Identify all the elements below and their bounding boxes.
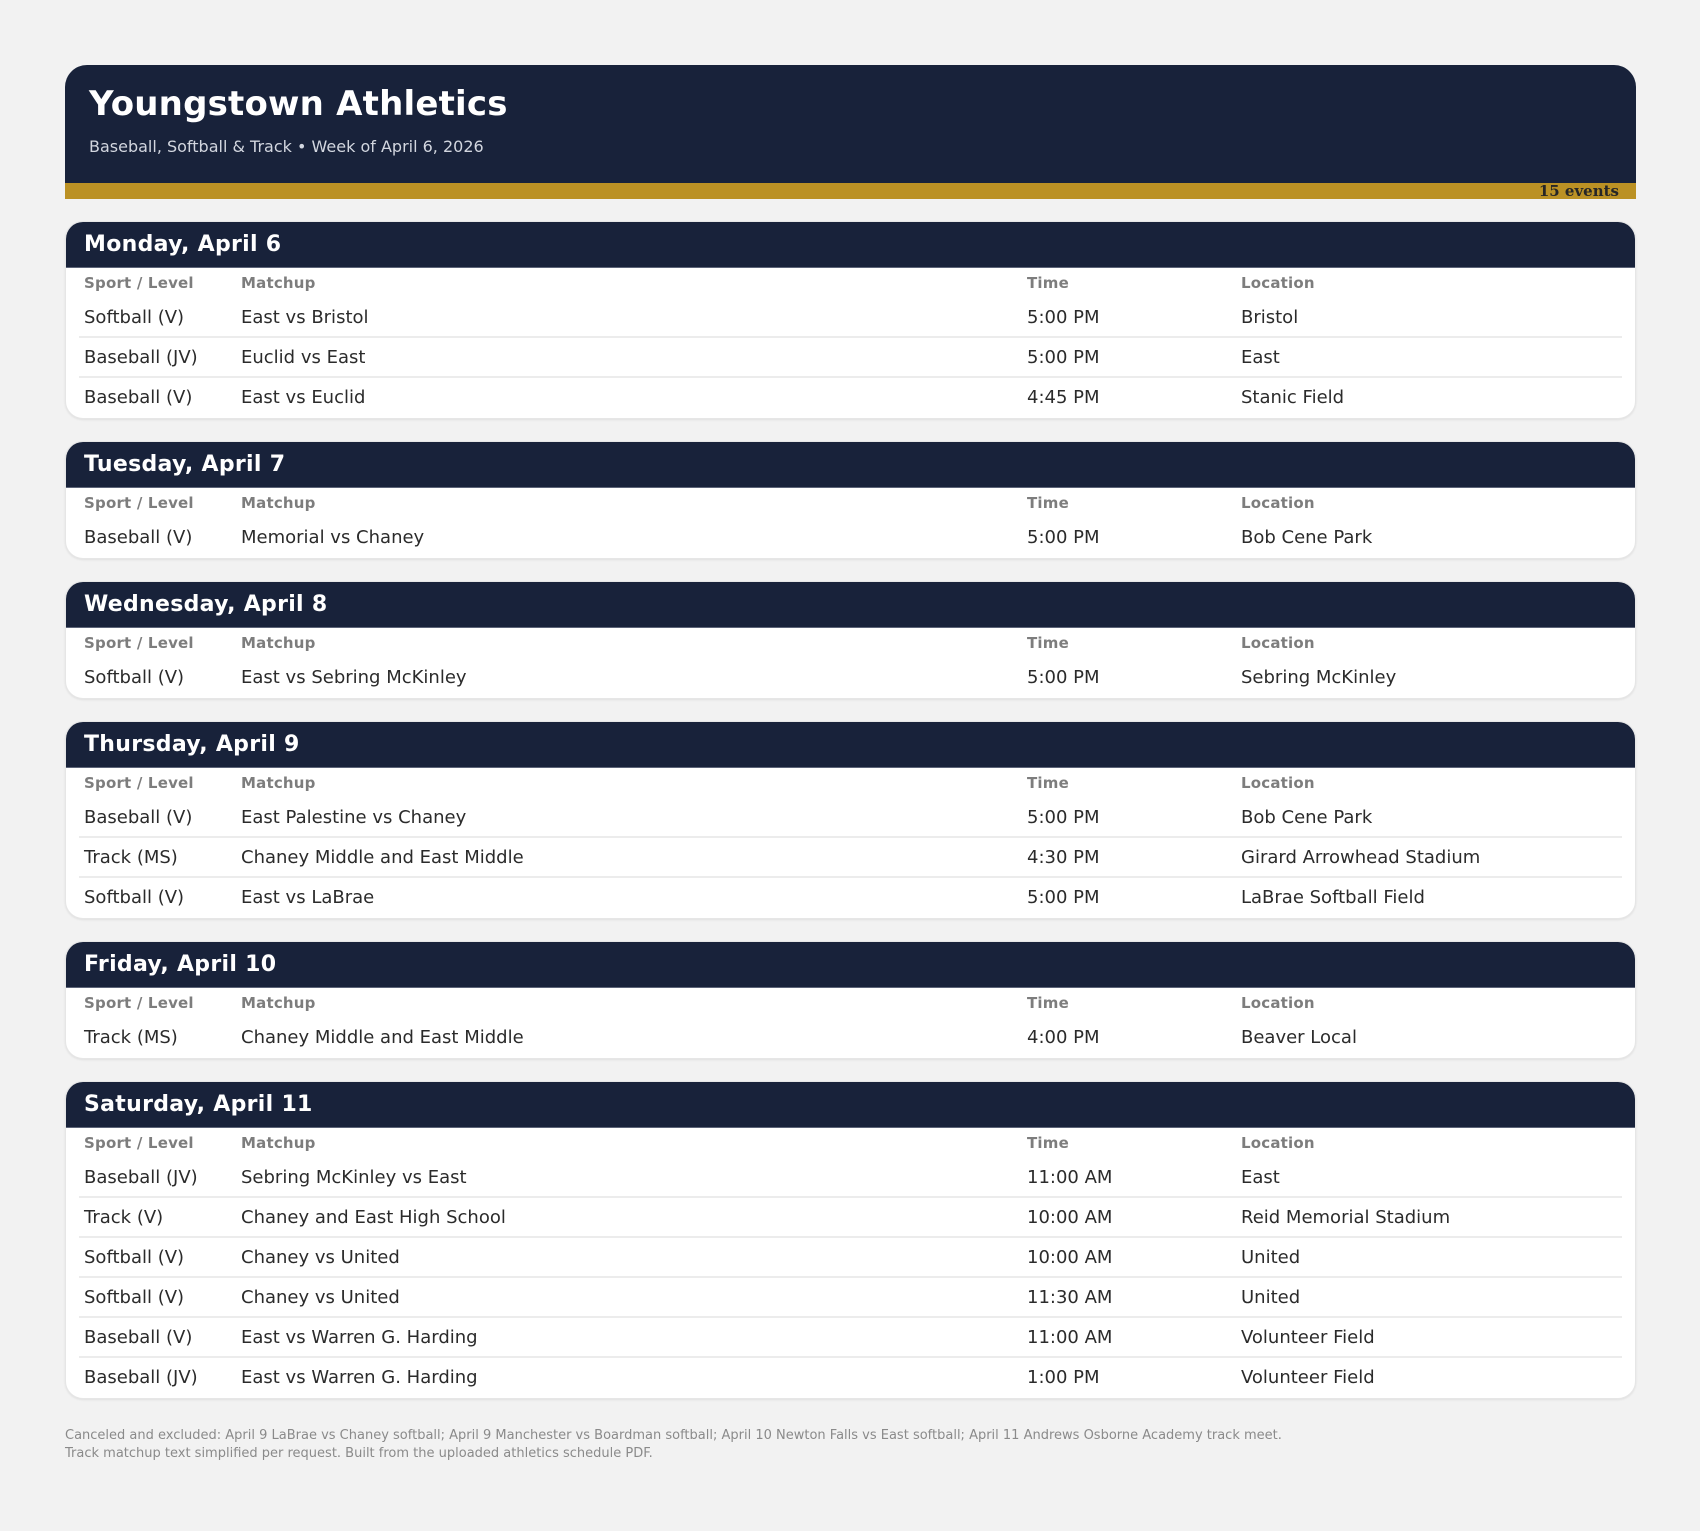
events-table bbox=[66, 268, 1635, 418]
column-header-matchup: Matchup bbox=[241, 274, 316, 292]
column-header-location: Location bbox=[1241, 994, 1315, 1012]
page-header bbox=[65, 65, 1636, 183]
cell-time: 5:00 PM bbox=[1027, 347, 1100, 368]
cell-sport: Baseball (V) bbox=[84, 527, 193, 548]
cell-time: 11:00 AM bbox=[1027, 1327, 1113, 1348]
day-header bbox=[66, 722, 1635, 768]
day-list bbox=[65, 221, 1636, 1399]
cell-location: Sebring McKinley bbox=[1241, 667, 1397, 688]
table-row bbox=[79, 1198, 1622, 1238]
column-header-time: Time bbox=[1027, 634, 1069, 652]
cell-location: East bbox=[1241, 347, 1280, 368]
table-header-row bbox=[79, 988, 1622, 1018]
day-title: Friday, April 10 bbox=[84, 952, 277, 977]
table-row bbox=[79, 338, 1622, 378]
cell-matchup: East vs Sebring McKinley bbox=[241, 667, 467, 688]
cell-matchup: East Palestine vs Chaney bbox=[241, 807, 467, 828]
column-header-time: Time bbox=[1027, 994, 1069, 1012]
cell-location: Bristol bbox=[1241, 307, 1299, 328]
column-header-location: Location bbox=[1241, 494, 1315, 512]
cell-sport: Softball (V) bbox=[84, 887, 185, 908]
day-card bbox=[65, 941, 1636, 1059]
cell-matchup: Memorial vs Chaney bbox=[241, 527, 425, 548]
column-header-sport: Sport / Level bbox=[84, 1134, 194, 1152]
events-table bbox=[66, 488, 1635, 558]
cell-matchup: Chaney Middle and East Middle bbox=[241, 1027, 524, 1048]
day-header bbox=[66, 1082, 1635, 1128]
day-card bbox=[65, 581, 1636, 699]
day-title: Monday, April 6 bbox=[84, 232, 282, 257]
cell-location: Bob Cene Park bbox=[1241, 807, 1373, 828]
day-card bbox=[65, 721, 1636, 919]
day-header bbox=[66, 222, 1635, 268]
cell-time: 10:00 AM bbox=[1027, 1247, 1113, 1268]
cell-time: 4:45 PM bbox=[1027, 387, 1100, 408]
cell-sport: Track (MS) bbox=[84, 1027, 178, 1048]
events-table bbox=[66, 1128, 1635, 1398]
cell-sport: Track (MS) bbox=[84, 847, 178, 868]
cell-location: Volunteer Field bbox=[1241, 1367, 1375, 1388]
cell-sport: Softball (V) bbox=[84, 1247, 185, 1268]
cell-sport: Baseball (V) bbox=[84, 387, 193, 408]
column-header-sport: Sport / Level bbox=[84, 494, 194, 512]
cell-time: 11:30 AM bbox=[1027, 1287, 1113, 1308]
column-header-sport: Sport / Level bbox=[84, 634, 194, 652]
cell-time: 5:00 PM bbox=[1027, 667, 1100, 688]
footer-canceled-note: Canceled and excluded: April 9 LaBrae vs Chaney softball; April 9 Manchester vs Boardman softball; April 10 Newton Falls vs East softball; April 11 Andrews Osborne Academy track meet. bbox=[65, 1428, 1282, 1443]
cell-location: Volunteer Field bbox=[1241, 1327, 1375, 1348]
cell-time: 5:00 PM bbox=[1027, 807, 1100, 828]
cell-time: 10:00 AM bbox=[1027, 1207, 1113, 1228]
table-row bbox=[79, 878, 1622, 918]
cell-location: Reid Memorial Stadium bbox=[1241, 1207, 1451, 1228]
accent-bar bbox=[65, 183, 1636, 199]
column-header-location: Location bbox=[1241, 274, 1315, 292]
day-card bbox=[65, 441, 1636, 559]
events-table bbox=[66, 768, 1635, 918]
event-count-badge: 15 events bbox=[1538, 182, 1619, 200]
column-header-matchup: Matchup bbox=[241, 1134, 316, 1152]
cell-sport: Softball (V) bbox=[84, 667, 185, 688]
table-row bbox=[79, 798, 1622, 838]
cell-matchup: Chaney and East High School bbox=[241, 1207, 506, 1228]
cell-matchup: Chaney Middle and East Middle bbox=[241, 847, 524, 868]
cell-location: LaBrae Softball Field bbox=[1241, 887, 1425, 908]
column-header-location: Location bbox=[1241, 1134, 1315, 1152]
table-row bbox=[79, 1238, 1622, 1278]
cell-time: 11:00 AM bbox=[1027, 1167, 1113, 1188]
cell-matchup: East vs Bristol bbox=[241, 307, 369, 328]
cell-matchup: Euclid vs East bbox=[241, 347, 366, 368]
table-header-row bbox=[79, 768, 1622, 798]
cell-location: Stanic Field bbox=[1241, 387, 1345, 408]
cell-matchup: East vs Warren G. Harding bbox=[241, 1327, 478, 1348]
column-header-matchup: Matchup bbox=[241, 994, 316, 1012]
column-header-location: Location bbox=[1241, 634, 1315, 652]
cell-location: Bob Cene Park bbox=[1241, 527, 1373, 548]
table-row bbox=[79, 658, 1622, 698]
column-header-time: Time bbox=[1027, 1134, 1069, 1152]
day-header bbox=[66, 942, 1635, 988]
page-title: Youngstown Athletics bbox=[89, 84, 508, 124]
table-row bbox=[79, 1358, 1622, 1398]
cell-location: United bbox=[1241, 1247, 1301, 1268]
column-header-matchup: Matchup bbox=[241, 494, 316, 512]
cell-time: 1:00 PM bbox=[1027, 1367, 1100, 1388]
cell-matchup: East vs LaBrae bbox=[241, 887, 375, 908]
column-header-time: Time bbox=[1027, 274, 1069, 292]
page-subtitle: Baseball, Softball & Track • Week of April 6, 2026 bbox=[89, 137, 484, 156]
table-row bbox=[79, 298, 1622, 338]
day-title: Thursday, April 9 bbox=[84, 732, 300, 757]
day-header bbox=[66, 442, 1635, 488]
cell-sport: Track (V) bbox=[84, 1207, 164, 1228]
day-title: Saturday, April 11 bbox=[84, 1092, 313, 1117]
cell-time: 4:30 PM bbox=[1027, 847, 1100, 868]
cell-matchup: East vs Euclid bbox=[241, 387, 366, 408]
cell-sport: Baseball (V) bbox=[84, 807, 193, 828]
cell-sport: Baseball (JV) bbox=[84, 1367, 198, 1388]
table-row bbox=[79, 1318, 1622, 1358]
day-card bbox=[65, 221, 1636, 419]
column-header-sport: Sport / Level bbox=[84, 774, 194, 792]
cell-matchup: Sebring McKinley vs East bbox=[241, 1167, 467, 1188]
column-header-time: Time bbox=[1027, 494, 1069, 512]
column-header-time: Time bbox=[1027, 774, 1069, 792]
day-header bbox=[66, 582, 1635, 628]
table-header-row bbox=[79, 268, 1622, 298]
cell-time: 5:00 PM bbox=[1027, 887, 1100, 908]
events-table bbox=[66, 628, 1635, 698]
table-row bbox=[79, 1158, 1622, 1198]
cell-time: 5:00 PM bbox=[1027, 307, 1100, 328]
table-row bbox=[79, 378, 1622, 418]
column-header-matchup: Matchup bbox=[241, 634, 316, 652]
table-row bbox=[79, 1018, 1622, 1058]
schedule-page bbox=[65, 65, 1636, 1463]
cell-location: Beaver Local bbox=[1241, 1027, 1357, 1048]
cell-location: United bbox=[1241, 1287, 1301, 1308]
day-card bbox=[65, 1081, 1636, 1399]
table-row bbox=[79, 838, 1622, 878]
cell-location: East bbox=[1241, 1167, 1280, 1188]
footer-notes bbox=[65, 1427, 1636, 1463]
cell-location: Girard Arrowhead Stadium bbox=[1241, 847, 1481, 868]
cell-time: 5:00 PM bbox=[1027, 527, 1100, 548]
column-header-sport: Sport / Level bbox=[84, 994, 194, 1012]
day-title: Tuesday, April 7 bbox=[84, 452, 286, 477]
cell-matchup: Chaney vs United bbox=[241, 1287, 400, 1308]
cell-sport: Baseball (JV) bbox=[84, 347, 198, 368]
cell-matchup: Chaney vs United bbox=[241, 1247, 400, 1268]
events-table bbox=[66, 988, 1635, 1058]
table-row bbox=[79, 518, 1622, 558]
column-header-sport: Sport / Level bbox=[84, 274, 194, 292]
table-header-row bbox=[79, 1128, 1622, 1158]
table-header-row bbox=[79, 628, 1622, 658]
cell-time: 4:00 PM bbox=[1027, 1027, 1100, 1048]
cell-matchup: East vs Warren G. Harding bbox=[241, 1367, 478, 1388]
table-header-row bbox=[79, 488, 1622, 518]
table-row bbox=[79, 1278, 1622, 1318]
footer-source-note: Track matchup text simplified per request. Built from the uploaded athletics schedule PDF. bbox=[65, 1446, 653, 1461]
cell-sport: Baseball (JV) bbox=[84, 1167, 198, 1188]
column-header-location: Location bbox=[1241, 774, 1315, 792]
day-title: Wednesday, April 8 bbox=[84, 592, 328, 617]
column-header-matchup: Matchup bbox=[241, 774, 316, 792]
cell-sport: Baseball (V) bbox=[84, 1327, 193, 1348]
cell-sport: Softball (V) bbox=[84, 307, 185, 328]
cell-sport: Softball (V) bbox=[84, 1287, 185, 1308]
